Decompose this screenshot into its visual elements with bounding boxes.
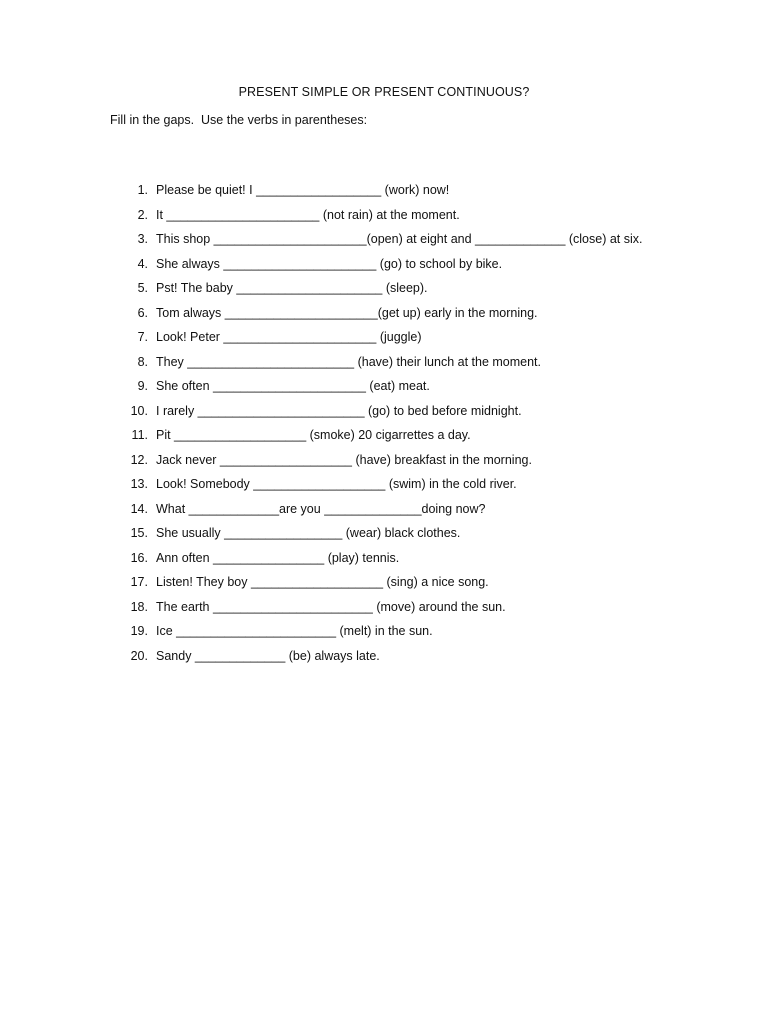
exercise-number: 15.	[130, 526, 148, 540]
exercise-number: 14.	[130, 501, 148, 516]
exercise-number: 12.	[130, 452, 148, 467]
exercise-sentence: Please be quiet! I __________________ (work) now!	[156, 183, 450, 197]
exercise-number: 5.	[137, 281, 148, 295]
exercise-sentence: Jack never ___________________ (have) breakfast in the morning.	[156, 452, 532, 467]
exercise-sentence: Tom always ______________________(get up) early in the morning.	[156, 305, 538, 320]
exercise-sentence: Ice _______________________ (melt) in the sun.	[156, 624, 433, 638]
exercise-number: 16.	[130, 550, 148, 565]
exercise-number: 11.	[131, 428, 148, 442]
exercise-sentence: I rarely ________________________ (go) to bed before midnight.	[156, 403, 522, 418]
exercise-number: 6.	[137, 305, 148, 320]
exercise-sentence: Look! Somebody ___________________ (swim) in the cold river.	[156, 477, 517, 491]
exercise-sentence: Pit ___________________ (smoke) 20 cigarrettes a day.	[156, 428, 471, 442]
exercise-sentence: Listen! They boy ___________________ (sing) a nice song.	[156, 575, 489, 589]
exercise-sentence: What _____________are you ______________doing now?	[156, 501, 486, 516]
exercise-number: 18.	[130, 599, 148, 614]
exercise-number: 1.	[137, 183, 148, 197]
exercise-sentence: She usually _________________ (wear) black clothes.	[156, 526, 461, 540]
exercise-sentence: They ________________________ (have) their lunch at the moment.	[156, 354, 542, 369]
exercise-number: 13.	[130, 477, 148, 491]
exercise-number: 4.	[137, 256, 148, 271]
exercise-sentence: Sandy _____________ (be) always late.	[156, 648, 380, 663]
exercise-number: 19.	[130, 624, 148, 638]
worksheet-instructions: Fill in the gaps. Use the verbs in parentheses:	[110, 113, 368, 127]
exercise-number: 20.	[130, 648, 148, 663]
exercise-sentence: This shop ______________________(open) at eight and _____________ (close) at six.	[156, 232, 643, 246]
worksheet-title: PRESENT SIMPLE OR PRESENT CONTINUOUS?	[238, 85, 530, 99]
exercise-sentence: She often ______________________ (eat) meat.	[156, 379, 430, 393]
exercise-number: 10.	[130, 403, 148, 418]
exercise-sentence: Look! Peter ______________________ (juggle)	[156, 330, 422, 344]
exercise-sentence: She always ______________________ (go) to school by bike.	[156, 256, 503, 271]
exercise-sentence: Ann often ________________ (play) tennis.	[156, 550, 400, 565]
exercise-sentence: The earth _______________________ (move) around the sun.	[156, 599, 506, 614]
exercise-number: 3.	[137, 232, 148, 246]
exercise-sentence: It ______________________ (not rain) at the moment.	[156, 207, 460, 222]
exercise-number: 2.	[137, 207, 148, 222]
exercise-number: 8.	[137, 354, 148, 369]
exercise-number: 9.	[137, 379, 148, 393]
exercise-sentence: Pst! The baby _____________________ (sleep).	[156, 281, 428, 295]
exercise-number: 7.	[137, 330, 148, 344]
exercise-number: 17.	[130, 575, 148, 589]
